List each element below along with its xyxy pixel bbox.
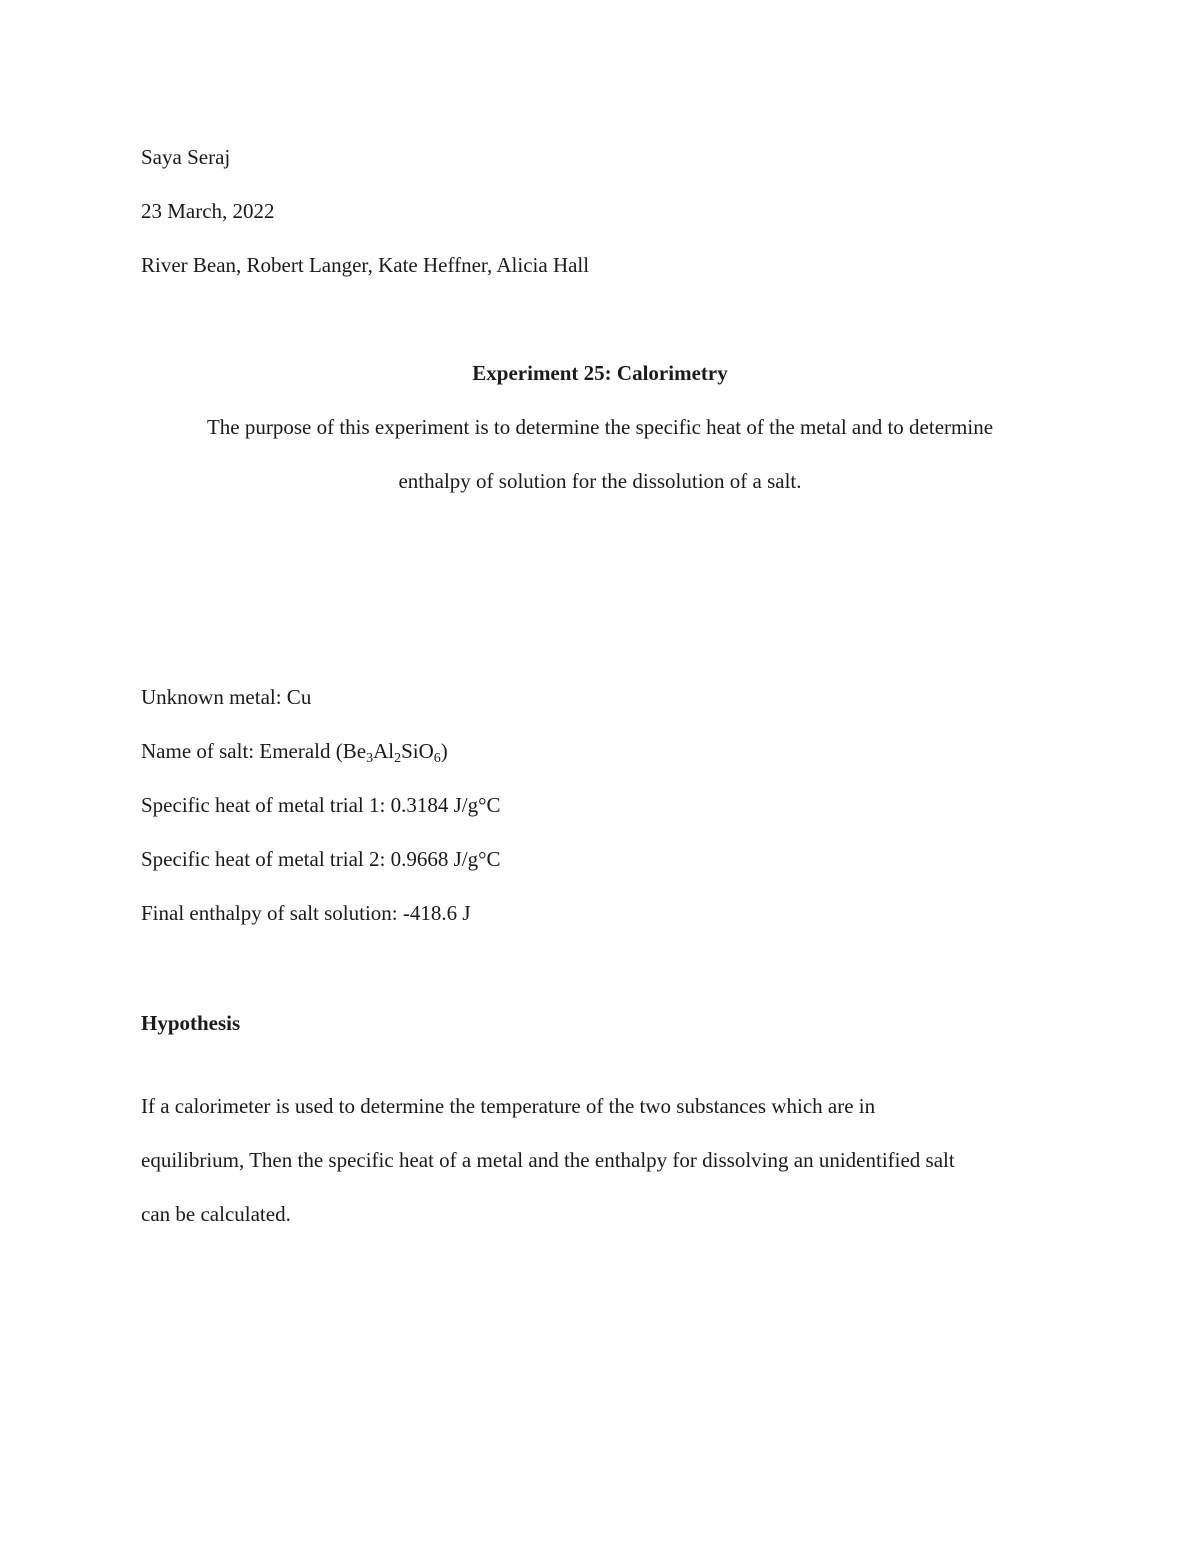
unknown-metal: Unknown metal: Cu bbox=[141, 685, 312, 709]
specific-heat-trial-1: Specific heat of metal trial 1: 0.3184 J/g°C bbox=[141, 793, 501, 817]
hypothesis-line-3: can be calculated. bbox=[141, 1202, 291, 1226]
document-title: Experiment 25: Calorimetry bbox=[472, 361, 728, 385]
salt-name bbox=[141, 737, 448, 765]
salt-name-mid-1: Al bbox=[373, 739, 395, 763]
salt-name-mid-2: SiO bbox=[401, 739, 434, 763]
salt-subscript-3: 6 bbox=[433, 751, 441, 766]
specific-heat-trial-2: Specific heat of metal trial 2: 0.9668 J/g°C bbox=[141, 847, 501, 871]
lab-partners: River Bean, Robert Langer, Kate Heffner, Alicia Hall bbox=[141, 253, 590, 277]
hypothesis-line-2: equilibrium, Then the specific heat of a metal and the enthalpy for dissolving an unidentified salt bbox=[141, 1148, 955, 1172]
final-enthalpy: Final enthalpy of salt solution: -418.6 J bbox=[141, 901, 471, 925]
salt-subscript-1: 3 bbox=[366, 751, 374, 766]
hypothesis-line-1: If a calorimeter is used to determine the temperature of the two substances which are in bbox=[141, 1094, 876, 1118]
hypothesis-heading: Hypothesis bbox=[141, 1011, 241, 1035]
salt-subscript-2: 2 bbox=[394, 751, 402, 766]
purpose-line-1: The purpose of this experiment is to determine the specific heat of the metal and to determine bbox=[206, 415, 994, 439]
salt-name-prefix: Name of salt: Emerald (Be bbox=[141, 739, 367, 763]
salt-name-suffix: ) bbox=[440, 739, 448, 763]
purpose-line-2: enthalpy of solution for the dissolution of a salt. bbox=[398, 469, 802, 493]
author-name: Saya Seraj bbox=[141, 145, 231, 169]
report-date: 23 March, 2022 bbox=[141, 199, 275, 223]
